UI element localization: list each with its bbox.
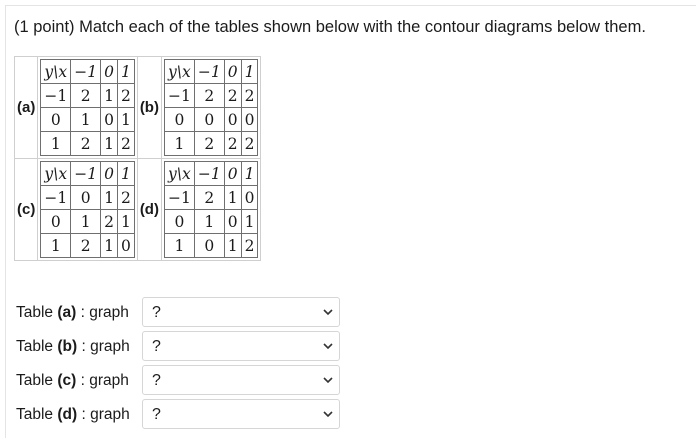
table-header-row <box>41 162 134 186</box>
table-row <box>41 210 134 234</box>
select-value-d: ? <box>152 406 161 423</box>
table-a-header-cell: −1 <box>71 60 101 84</box>
table-b <box>164 59 258 156</box>
table-c-header-cell: −1 <box>71 162 101 186</box>
table-d-label: (d) <box>137 159 161 261</box>
table-d-row-header: 1 <box>164 234 194 258</box>
table-b-value-cell: 0 <box>224 108 241 132</box>
table-b-value-cell: 2 <box>194 84 224 108</box>
table-d-row-header: −1 <box>164 186 194 210</box>
table-header-row <box>41 60 134 84</box>
table-b-row-header: 0 <box>164 108 194 132</box>
table-row <box>41 84 134 108</box>
table-header-row <box>164 162 257 186</box>
table-d-value-cell: 1 <box>224 234 241 258</box>
table-c-row-header: −1 <box>41 186 71 210</box>
graph-select-d[interactable] <box>142 399 340 429</box>
table-a-row-header: 0 <box>41 108 71 132</box>
table-c-value-cell: 2 <box>71 234 101 258</box>
table-a-value-cell: 2 <box>71 84 101 108</box>
question-text: (1 point) Match each of the tables shown below with the contour diagrams below them. <box>14 18 646 36</box>
table-c-header-cell: 0 <box>101 162 118 186</box>
answer-label-d: Table (d) : graph <box>16 406 130 423</box>
table-d-header-cell: 1 <box>241 162 258 186</box>
table-c-row-header: 0 <box>41 210 71 234</box>
table-c-value-cell: 0 <box>71 186 101 210</box>
table-d-header-cell: 0 <box>224 162 241 186</box>
table-c-cell <box>38 159 137 261</box>
table-a-header-cell: 0 <box>101 60 118 84</box>
table-a-value-cell: 2 <box>117 84 134 108</box>
table-c-value-cell: 1 <box>101 234 118 258</box>
answer-label-a: Table (a) : graph <box>16 304 129 321</box>
table-d-value-cell: 2 <box>194 186 224 210</box>
table-a-value-cell: 2 <box>117 132 134 156</box>
table-d-header-cell: −1 <box>194 162 224 186</box>
select-value-b: ? <box>152 338 161 355</box>
answer-label-b: Table (b) : graph <box>16 338 130 355</box>
table-row <box>164 132 257 156</box>
chevron-down-icon <box>323 409 333 419</box>
table-b-row-header: 1 <box>164 132 194 156</box>
table-a-header-cell: y\x <box>41 60 71 84</box>
table-d-value-cell: 1 <box>194 210 224 234</box>
table-b-value-cell: 2 <box>224 132 241 156</box>
table-b-header-cell: −1 <box>194 60 224 84</box>
table-a-value-cell: 1 <box>101 132 118 156</box>
table-b-value-cell: 0 <box>241 108 258 132</box>
table-d-value-cell: 0 <box>224 210 241 234</box>
table-b-label: (b) <box>137 57 161 159</box>
table-c-value-cell: 2 <box>101 210 118 234</box>
graph-select-a[interactable] <box>142 297 340 327</box>
table-row <box>41 132 134 156</box>
table-c <box>40 161 134 258</box>
chevron-down-icon <box>323 341 333 351</box>
table-a-value-cell: 0 <box>101 108 118 132</box>
table-c-value-cell: 1 <box>117 210 134 234</box>
table-b-value-cell: 0 <box>194 108 224 132</box>
table-a-value-cell: 1 <box>101 84 118 108</box>
table-c-header-cell: 1 <box>117 162 134 186</box>
graph-select-c[interactable] <box>142 365 340 395</box>
table-c-label: (c) <box>15 159 38 261</box>
table-b-value-cell: 2 <box>241 132 258 156</box>
table-a-value-cell: 1 <box>117 108 134 132</box>
table-row <box>41 234 134 258</box>
table-a-value-cell: 1 <box>71 108 101 132</box>
table-b-header-cell: y\x <box>164 60 194 84</box>
table-row <box>41 186 134 210</box>
table-b-value-cell: 2 <box>194 132 224 156</box>
table-c-header-cell: y\x <box>41 162 71 186</box>
table-c-value-cell: 1 <box>101 186 118 210</box>
table-d-value-cell: 0 <box>241 186 258 210</box>
table-d-row-header: 0 <box>164 210 194 234</box>
table-d-value-cell: 2 <box>241 234 258 258</box>
select-value-a: ? <box>152 304 161 321</box>
table-d-cell <box>161 159 260 261</box>
table-a-cell <box>38 57 137 159</box>
table-a-label: (a) <box>15 57 38 159</box>
table-a <box>40 59 134 156</box>
tables-grid <box>14 56 261 261</box>
table-b-header-cell: 1 <box>241 60 258 84</box>
table-row <box>164 234 257 258</box>
table-d-header-cell: y\x <box>164 162 194 186</box>
table-row <box>41 108 134 132</box>
table-d <box>164 161 258 258</box>
table-a-row-header: −1 <box>41 84 71 108</box>
table-b-row-header: −1 <box>164 84 194 108</box>
table-row <box>164 84 257 108</box>
table-d-value-cell: 0 <box>194 234 224 258</box>
graph-select-b[interactable] <box>142 331 340 361</box>
table-d-value-cell: 1 <box>224 186 241 210</box>
table-header-row <box>164 60 257 84</box>
table-b-header-cell: 0 <box>224 60 241 84</box>
table-c-row-header: 1 <box>41 234 71 258</box>
table-b-value-cell: 2 <box>224 84 241 108</box>
table-a-value-cell: 2 <box>71 132 101 156</box>
table-row <box>164 108 257 132</box>
chevron-down-icon <box>323 375 333 385</box>
table-c-value-cell: 1 <box>71 210 101 234</box>
table-b-cell <box>161 57 260 159</box>
table-c-value-cell: 2 <box>117 186 134 210</box>
table-c-value-cell: 0 <box>117 234 134 258</box>
answer-label-c: Table (c) : graph <box>16 372 129 389</box>
table-row <box>164 210 257 234</box>
table-a-header-cell: 1 <box>117 60 134 84</box>
select-value-c: ? <box>152 372 161 389</box>
chevron-down-icon <box>323 307 333 317</box>
table-row <box>164 186 257 210</box>
table-a-row-header: 1 <box>41 132 71 156</box>
table-b-value-cell: 2 <box>241 84 258 108</box>
table-d-value-cell: 1 <box>241 210 258 234</box>
